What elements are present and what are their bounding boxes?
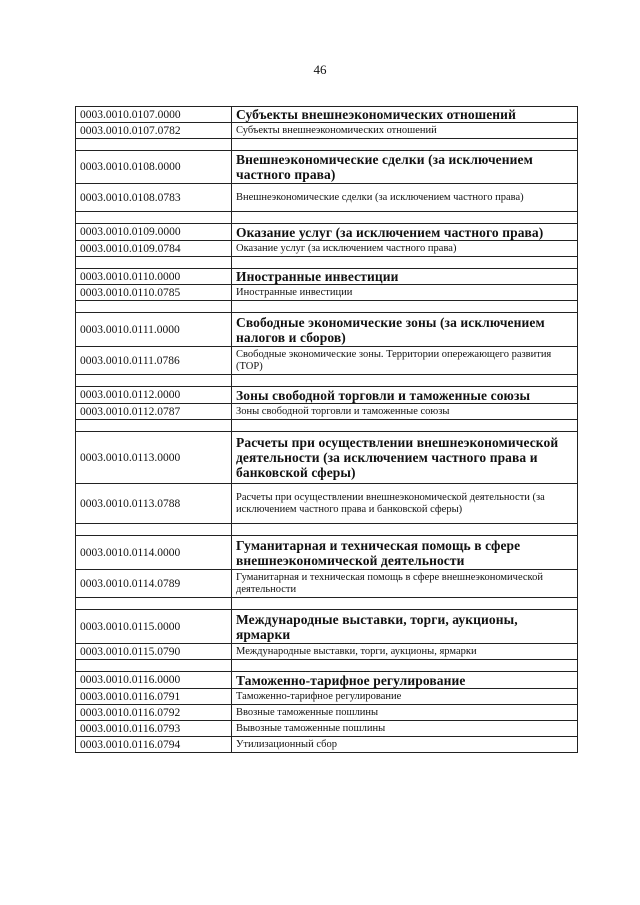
item-title: Международные выставки, торги, аукционы, ярмарки [232, 644, 578, 660]
item-title: Гуманитарная и техническая помощь в сфере внешнеэкономической деятельности [232, 570, 578, 598]
heading-title: Оказание услуг (за исключением частного права) [232, 224, 578, 241]
table-row-heading [76, 269, 578, 285]
table-row-heading [76, 672, 578, 689]
item-title: Свободные экономические зоны. Территории опережающего развития (ТОР) [232, 347, 578, 375]
heading-title: Субъекты внешнеэкономических отношений [232, 107, 578, 123]
heading-title: Внешнеэкономические сделки (за исключением частного права) [232, 151, 578, 184]
table-row-heading [76, 151, 578, 184]
table-row-item [76, 737, 578, 753]
table-row-item [76, 644, 578, 660]
item-code: 0003.0010.0112.0787 [76, 404, 232, 420]
table-row-heading [76, 432, 578, 484]
heading-code: 0003.0010.0114.0000 [76, 536, 232, 570]
table-row-heading [76, 387, 578, 404]
item-code: 0003.0010.0107.0782 [76, 123, 232, 139]
heading-code: 0003.0010.0110.0000 [76, 269, 232, 285]
blank-row [76, 257, 578, 269]
table-row-item [76, 285, 578, 301]
item-title: Ввозные таможенные пошлины [232, 705, 578, 721]
item-code: 0003.0010.0108.0783 [76, 184, 232, 212]
blank-row [76, 598, 578, 610]
table-row-item [76, 705, 578, 721]
table-row-item [76, 570, 578, 598]
table-row-heading [76, 224, 578, 241]
heading-title: Таможенно-тарифное регулирование [232, 672, 578, 689]
blank-row [76, 524, 578, 536]
heading-title: Гуманитарная и техническая помощь в сфере внешнеэкономической деятельности [232, 536, 578, 570]
heading-code: 0003.0010.0107.0000 [76, 107, 232, 123]
item-title: Иностранные инвестиции [232, 285, 578, 301]
item-title: Субъекты внешнеэкономических отношений [232, 123, 578, 139]
blank-row [76, 139, 578, 151]
item-code: 0003.0010.0115.0790 [76, 644, 232, 660]
item-code: 0003.0010.0109.0784 [76, 241, 232, 257]
heading-code: 0003.0010.0109.0000 [76, 224, 232, 241]
blank-row [76, 375, 578, 387]
heading-code: 0003.0010.0116.0000 [76, 672, 232, 689]
heading-title: Расчеты при осуществлении внешнеэкономической деятельности (за исключением частного права и банковской сферы) [232, 432, 578, 484]
item-title: Таможенно-тарифное регулирование [232, 689, 578, 705]
table-row-heading [76, 536, 578, 570]
item-title: Вывозные таможенные пошлины [232, 721, 578, 737]
item-code: 0003.0010.0116.0793 [76, 721, 232, 737]
blank-row [76, 660, 578, 672]
item-code: 0003.0010.0116.0794 [76, 737, 232, 753]
heading-title: Иностранные инвестиции [232, 269, 578, 285]
item-code: 0003.0010.0116.0792 [76, 705, 232, 721]
heading-code: 0003.0010.0112.0000 [76, 387, 232, 404]
table-row-item [76, 721, 578, 737]
item-code: 0003.0010.0113.0788 [76, 484, 232, 524]
table-row-item [76, 123, 578, 139]
heading-code: 0003.0010.0113.0000 [76, 432, 232, 484]
item-code: 0003.0010.0114.0789 [76, 570, 232, 598]
heading-code: 0003.0010.0115.0000 [76, 610, 232, 644]
table-row-item [76, 484, 578, 524]
table-row-heading [76, 313, 578, 347]
item-title: Оказание услуг (за исключением частного права) [232, 241, 578, 257]
heading-code: 0003.0010.0111.0000 [76, 313, 232, 347]
blank-row [76, 420, 578, 432]
item-code: 0003.0010.0111.0786 [76, 347, 232, 375]
item-title: Зоны свободной торговли и таможенные союзы [232, 404, 578, 420]
page-number: 46 [313, 62, 327, 77]
table-row-item [76, 347, 578, 375]
heading-code: 0003.0010.0108.0000 [76, 151, 232, 184]
blank-row [76, 301, 578, 313]
classifier-table [75, 106, 578, 753]
heading-title: Международные выставки, торги, аукционы, ярмарки [232, 610, 578, 644]
table-row-heading [76, 107, 578, 123]
table-row-item [76, 404, 578, 420]
table-row-heading [76, 610, 578, 644]
item-title: Внешнеэкономические сделки (за исключением частного права) [232, 184, 578, 212]
table-row-item [76, 184, 578, 212]
heading-title: Зоны свободной торговли и таможенные союзы [232, 387, 578, 404]
table-row-item [76, 689, 578, 705]
item-title: Расчеты при осуществлении внешнеэкономической деятельности (за исключением частного права и банковской сферы) [232, 484, 578, 524]
item-code: 0003.0010.0110.0785 [76, 285, 232, 301]
item-code: 0003.0010.0116.0791 [76, 689, 232, 705]
item-title: Утилизационный сбор [232, 737, 578, 753]
heading-title: Свободные экономические зоны (за исключением налогов и сборов) [232, 313, 578, 347]
table-row-item [76, 241, 578, 257]
blank-row [76, 212, 578, 224]
